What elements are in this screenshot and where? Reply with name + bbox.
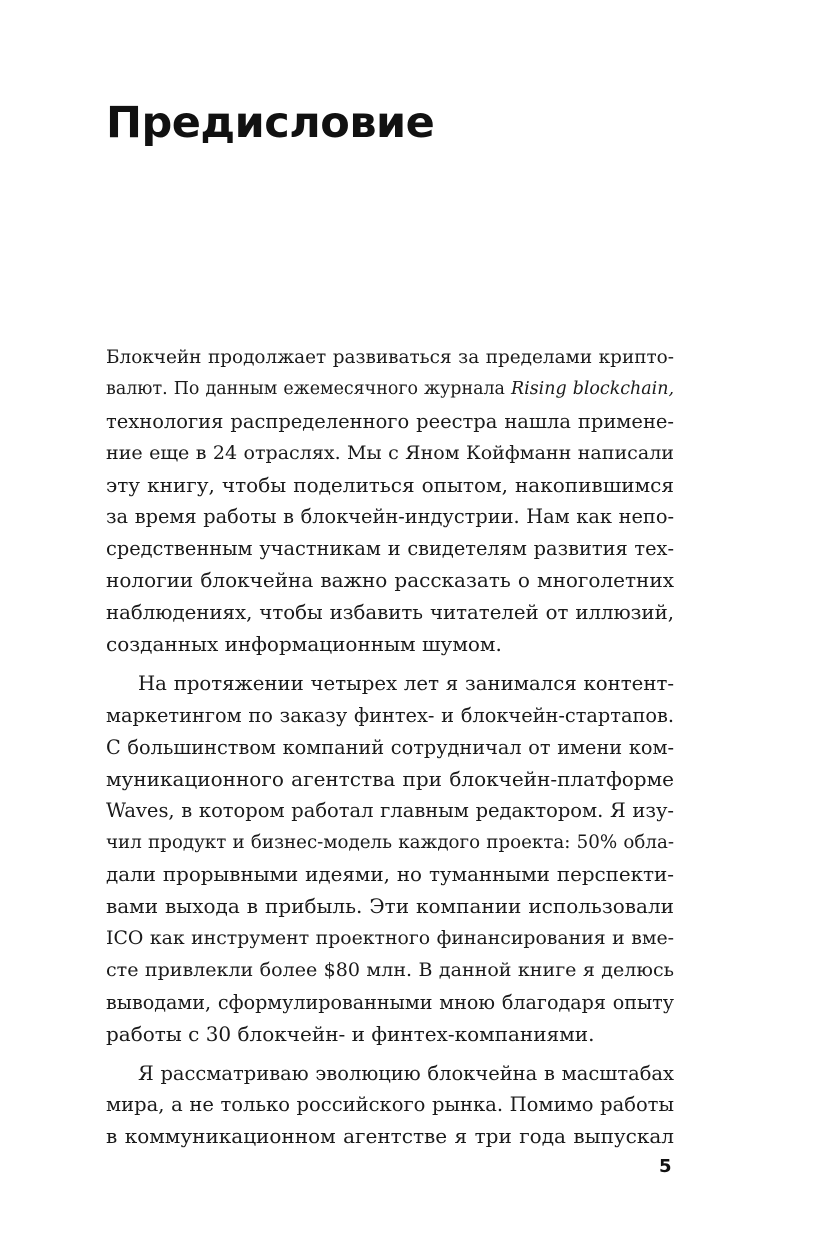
text-line: На протяжении четырех лет я занимался контент- xyxy=(138,671,674,695)
text-line: муникационного агентства при блокчейн-платформе xyxy=(106,766,674,791)
text-line: нологии блокчейна важно рассказать о многолетних xyxy=(106,568,674,593)
text-line: средственным участникам и свидетелям развития тех- xyxy=(106,537,674,561)
journal-name: Rising blockchain, xyxy=(511,378,675,399)
text-line: Waves, в котором работал главным редактором. Я изу- xyxy=(106,799,674,823)
body-text xyxy=(106,342,674,1153)
paragraph-3 xyxy=(106,1058,674,1154)
text-line: Я рассматриваю эволюцию блокчейна в масштабах xyxy=(138,1061,674,1085)
text-line: эту книгу, чтобы поделиться опытом, накопившимся xyxy=(106,472,674,497)
text-line: работы с 30 блокчейн- и финтех-компаниями. xyxy=(106,1021,595,1046)
text-line: ICO как инструмент проектного финансирования и вме- xyxy=(106,928,674,950)
text-line: в коммуникационном агентстве я три года выпускал xyxy=(106,1124,674,1149)
text-line: Блокчейн продолжает развиваться за пределами крипто- xyxy=(106,347,674,368)
chapter-title: Предисловие xyxy=(106,98,435,148)
text-line: за время работы в блокчейн-индустрии. Нам как непо- xyxy=(106,505,674,529)
text-line: чил продукт и бизнес-модель каждого проекта: 50% обла- xyxy=(106,832,674,854)
text-line: технология распределенного реестра нашла примене- xyxy=(106,409,674,433)
text-line: С большинством компаний сотрудничал от имени ком- xyxy=(106,735,674,759)
text-line: наблюдениях, чтобы избавить читателей от иллюзий, xyxy=(106,601,674,625)
text-line xyxy=(106,374,674,406)
text-line: мира, а не только российского рынка. Помимо работы xyxy=(106,1093,674,1117)
text-line: созданных информационным шумом. xyxy=(106,632,502,657)
text-line: маркетингом по заказу финтех- и блокчейн-стартапов. xyxy=(106,703,674,727)
page-number: 5 xyxy=(659,1156,672,1177)
text-fragment: валют. По данным ежемесячного журнала xyxy=(106,378,512,399)
paragraph-1 xyxy=(106,342,674,661)
paragraph-2 xyxy=(106,668,674,1051)
text-line: ние еще в 24 отраслях. Мы с Яном Койфманн написали xyxy=(106,441,674,464)
text-line: выводами, сформулированными мною благодаря опыту xyxy=(106,990,674,1014)
text-line: сте привлекли более $80 млн. В данной книге я делюсь xyxy=(106,958,674,981)
text-line: вами выхода в прибыль. Эти компании использовали xyxy=(106,894,674,919)
text-line: дали прорывными идеями, но туманными перспекти- xyxy=(106,863,674,887)
